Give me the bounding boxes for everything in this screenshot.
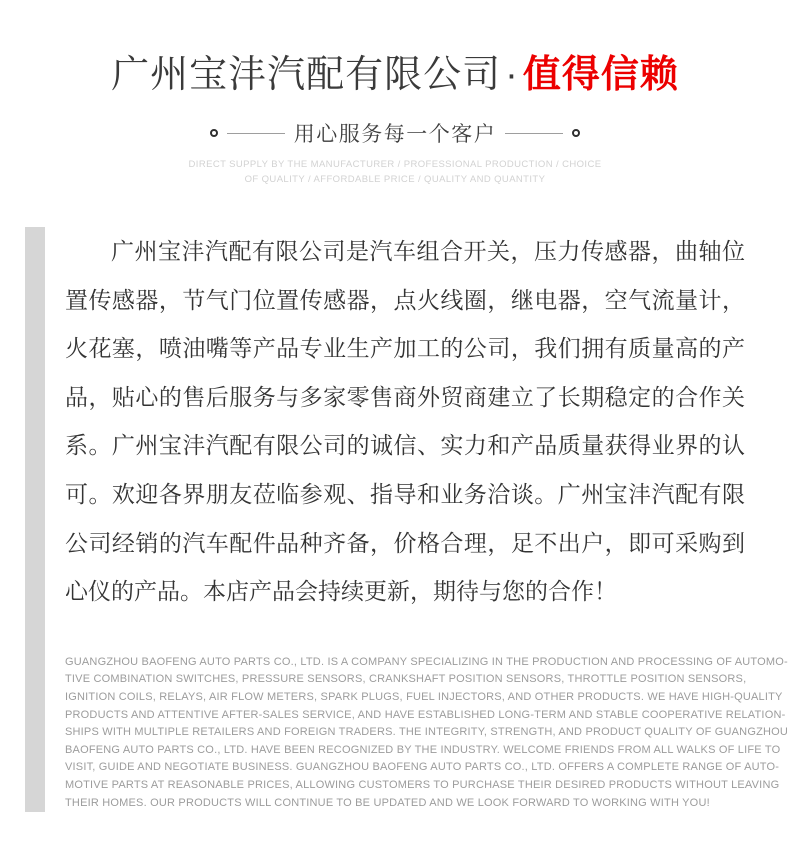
company-intro-english <box>65 654 789 812</box>
title-separator-dot: · <box>505 54 519 96</box>
company-intro-chinese <box>65 227 745 616</box>
cn-intro-line-7: 公司经销的汽车配件品种齐备，价格合理，足不出户，即可采购到 <box>65 529 745 556</box>
tagline-line-2: OF QUALITY / AFFORDABLE PRICE / QUALITY AND QUANTITY <box>244 174 546 185</box>
title-highlight-trustworthy: 值得信赖 <box>522 54 679 96</box>
slogan-divider <box>0 118 790 148</box>
en-intro-line-5: SHIPS WITH MULTIPLE RETAILERS AND FOREIGN TRADERS. THE INTEGRITY, STRENGTH, AND PRODUCT QUALITY OF GUANGZHOU <box>65 726 789 739</box>
ring-icon-left <box>210 129 218 137</box>
en-intro-line-9: THEIR HOMES. OUR PRODUCTS WILL CONTINUE TO BE UPDATED AND WE LOOK FORWARD TO WORKING WITH YOU! <box>65 796 710 809</box>
en-intro-line-3: IGNITION COILS, RELAYS, AIR FLOW METERS, SPARK PLUGS, FUEL INJECTORS, AND OTHER PRODUCTS. WE HAVE HIGH-QUALITY <box>65 690 783 703</box>
company-name-title: 广州宝沣汽配有限公司 <box>111 54 502 96</box>
en-intro-line-4: PRODUCTS AND ATTENTIVE AFTER-SALES SERVICE, AND HAVE ESTABLISHED LONG-TERM AND STABLE COOPERATIVE RELATION- <box>65 708 786 721</box>
cn-intro-line-4: 品，贴心的售后服务与多家零售商外贸商建立了长期稳定的合作关 <box>65 383 745 410</box>
ring-icon-right <box>572 129 580 137</box>
en-intro-line-1: GUANGZHOU BAOFENG AUTO PARTS CO., LTD. IS A COMPANY SPECIALIZING IN THE PRODUCTION AND PROCESSING OF AUTOMO- <box>65 655 788 668</box>
divider-line-right <box>505 133 563 134</box>
cn-intro-line-3: 火花塞，喷油嘴等产品专业生产加工的公司，我们拥有质量高的产 <box>65 335 745 362</box>
en-intro-line-6: BAOFENG AUTO PARTS CO., LTD. HAVE BEEN RECOGNIZED BY THE INDUSTRY. WELCOME FRIENDS FROM ALL WALKS OF LIFE TO <box>65 743 781 756</box>
tagline-line-1: DIRECT SUPPLY BY THE MANUFACTURER / PROFESSIONAL PRODUCTION / CHOICE <box>188 159 602 170</box>
en-intro-line-2: TIVE COMBINATION SWITCHES, PRESSURE SENSORS, CRANKSHAFT POSITION SENSORS, THROTTLE POSITION SENSORS, <box>65 673 747 686</box>
header <box>0 0 790 187</box>
en-intro-line-7: VISIT, GUIDE AND NEGOTIATE BUSINESS. GUANGZHOU BAOFENG AUTO PARTS CO., LTD. OFFERS A COMPLETE RANGE OF AUTO- <box>65 761 780 774</box>
cn-intro-line-8: 心仪的产品。本店产品会持续更新，期待与您的合作！ <box>65 578 617 605</box>
cn-intro-line-6: 可。欢迎各界朋友莅临参观、指导和业务洽谈。广州宝沣汽配有限 <box>65 480 745 507</box>
divider-line-left <box>227 133 285 134</box>
cn-intro-line-5: 系。广州宝沣汽配有限公司的诚信、实力和产品质量获得业界的认 <box>65 432 745 459</box>
cn-intro-line-2: 置传感器，节气门位置传感器，点火线圈，继电器，空气流量计， <box>65 286 745 313</box>
cn-intro-line-1: 广州宝沣汽配有限公司是汽车组合开关，压力传感器，曲轴位 <box>111 238 745 264</box>
page-title <box>0 50 790 100</box>
accent-bar <box>25 227 45 812</box>
en-intro-line-8: MOTIVE PARTS AT REASONABLE PRICES, ALLOWING CUSTOMERS TO PURCHASE THEIR DESIRED PRODUCTS WITHOUT LEAVING <box>65 778 780 791</box>
slogan-text: 用心服务每一个客户 <box>293 123 497 146</box>
intro-section <box>0 227 790 812</box>
tagline <box>0 157 790 187</box>
